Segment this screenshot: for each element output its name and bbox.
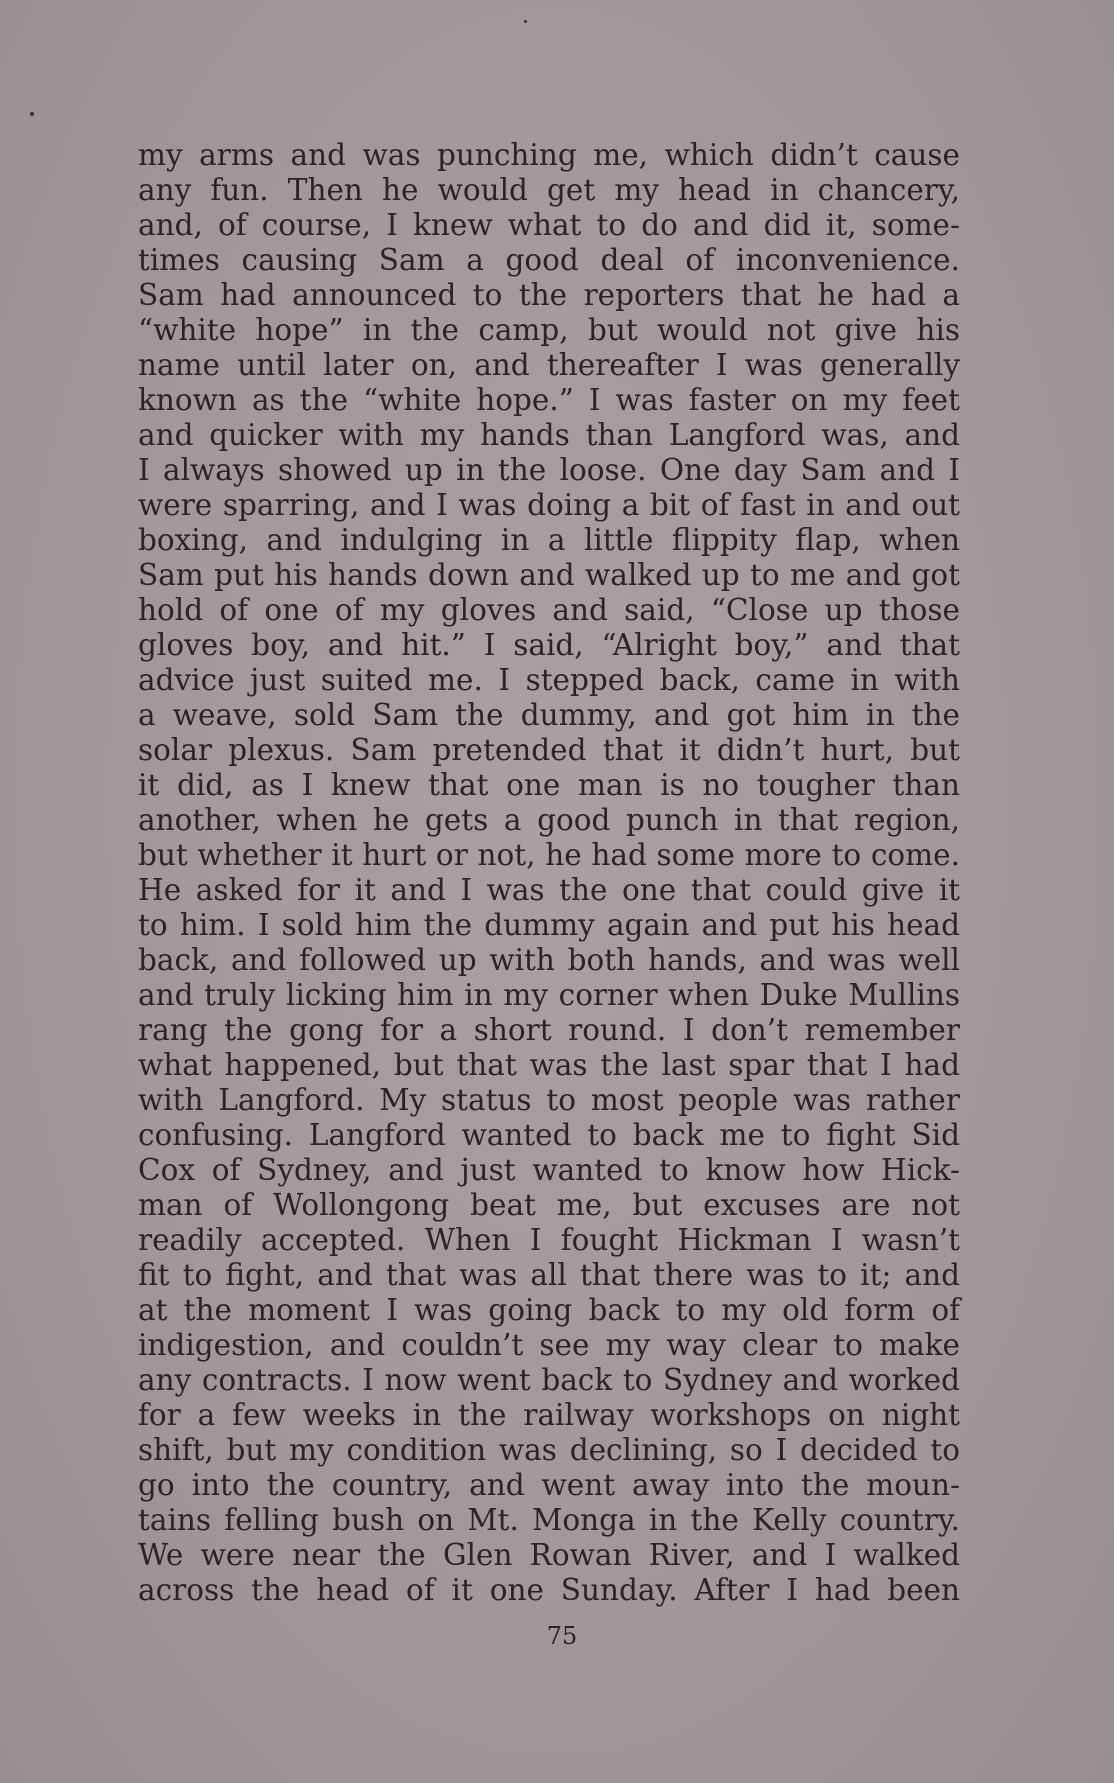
page-number: 75 [546,1622,578,1650]
text-line: were sparring, and I was doing a bit of fast in and out [138,488,960,522]
text-line: gloves boy, and hit.” I said, “Alright boy,” and that [138,628,960,662]
text-line: confusing. Langford wanted to back me to fight Sid [138,1118,960,1152]
text-line: and, of course, I knew what to do and did it, some- [138,208,960,242]
body-text [138,138,960,1608]
text-line: man of Wollongong beat me, but excuses are not [138,1188,960,1222]
text-line: but whether it hurt or not, he had some more to come. [138,838,960,872]
text-line: go into the country, and went away into the moun- [138,1468,960,1502]
text-line: shift, but my condition was declining, so I decided to [138,1433,960,1467]
text-line: advice just suited me. I stepped back, came in with [138,663,960,697]
text-line: with Langford. My status to most people was rather [138,1083,960,1117]
text-line: fit to fight, and that was all that there was to it; and [138,1258,960,1292]
text-line: “white hope” in the camp, but would not give his [138,313,960,347]
text-line: We were near the Glen Rowan River, and I walked [138,1538,960,1572]
text-line: and truly licking him in my corner when Duke Mullins [138,978,960,1012]
text-line: I always showed up in the loose. One day Sam and I [138,453,960,487]
text-line: what happened, but that was the last spar that I had [138,1048,960,1082]
text-line: He asked for it and I was the one that could give it [138,873,960,907]
text-line: hold of one of my gloves and said, “Close up those [138,593,960,627]
text-line: solar plexus. Sam pretended that it didn’t hurt, but [138,733,960,767]
text-line: tains felling bush on Mt. Monga in the Kelly country. [138,1503,960,1537]
text-line: Sam put his hands down and walked up to me and got [138,558,960,592]
text-line: readily accepted. When I fought Hickman I wasn’t [138,1223,960,1257]
text-line: to him. I sold him the dummy again and put his head [138,908,960,942]
text-line: name until later on, and thereafter I was generally [138,348,960,382]
text-line: any fun. Then he would get my head in chancery, [138,173,960,207]
ink-speck [524,20,527,23]
text-line: any contracts. I now went back to Sydney and worked [138,1363,960,1397]
text-line: it did, as I knew that one man is no tougher than [138,768,960,802]
text-line: boxing, and indulging in a little flippity flap, when [138,523,960,557]
text-line: and quicker with my hands than Langford was, and [138,418,960,452]
text-line: Sam had announced to the reporters that he had a [138,278,960,312]
text-line: rang the gong for a short round. I don’t remember [138,1013,960,1047]
text-line: a weave, sold Sam the dummy, and got him in the [138,698,960,732]
text-line: indigestion, and couldn’t see my way clear to make [138,1328,960,1362]
text-line: known as the “white hope.” I was faster on my feet [138,383,960,417]
text-line: across the head of it one Sunday. After I had been [138,1573,960,1607]
text-line: Cox of Sydney, and just wanted to know how Hick- [138,1153,960,1187]
text-line: another, when he gets a good punch in that region, [138,803,960,837]
text-line: for a few weeks in the railway workshops on night [138,1398,960,1432]
text-line: times causing Sam a good deal of inconvenience. [138,243,960,277]
text-line: at the moment I was going back to my old form of [138,1293,960,1327]
ink-speck [30,112,34,116]
text-line: back, and followed up with both hands, and was well [138,943,960,977]
text-line: my arms and was punching me, which didn’t cause [138,138,960,172]
